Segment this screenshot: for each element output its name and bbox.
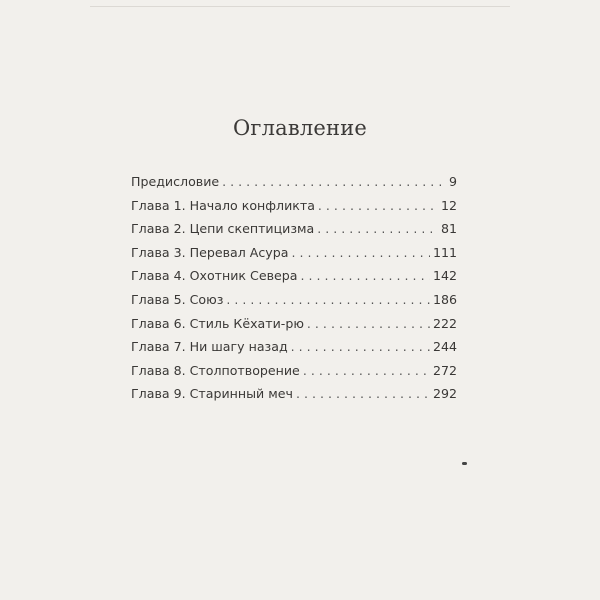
toc-entry (131, 221, 457, 245)
toc-entry (131, 268, 457, 292)
toc-entry-page: 222 (432, 315, 457, 331)
ink-speck (462, 462, 467, 465)
leader-dots (318, 198, 438, 213)
toc-entry (131, 363, 457, 387)
toc-entry-page: 272 (432, 362, 457, 378)
toc-entry (131, 386, 457, 410)
page-title: Оглавление (232, 116, 368, 140)
leader-dots (300, 268, 429, 283)
toc-entry (131, 174, 457, 198)
leader-dots (222, 174, 446, 189)
toc-entry-label: Глава 2. Цепи скептицизма (131, 221, 315, 237)
toc-entry-label: Глава 4. Охотник Севера (131, 268, 298, 284)
leader-dots (303, 363, 430, 378)
toc-entry-label: Глава 1. Начало конфликта (131, 197, 315, 213)
toc-entry-label: Предисловие (131, 174, 220, 189)
toc-entry-label: Глава 5. Союз (131, 291, 224, 307)
toc-entry-label: Глава 7. Ни шагу назад (131, 339, 288, 355)
toc-entry (131, 316, 457, 340)
toc-entry-label: Глава 9. Старинный меч (131, 386, 293, 402)
toc-entry-page: 111 (432, 244, 457, 260)
toc-entry-page: 292 (432, 386, 457, 402)
leader-dots (307, 316, 430, 331)
leader-dots (291, 339, 430, 354)
leader-dots (296, 386, 430, 401)
toc-entry (131, 245, 457, 269)
toc-entry-label: Глава 3. Перевал Асура (131, 244, 289, 260)
toc-entry-page: 244 (432, 339, 457, 355)
toc-entry-page: 9 (448, 174, 457, 189)
toc-entry-page: 186 (432, 291, 457, 307)
toc-entry-page: 81 (440, 221, 457, 237)
toc-entry-page: 12 (440, 197, 457, 213)
table-of-contents (131, 174, 457, 410)
toc-entry-label: Глава 8. Столпотворение (131, 362, 300, 378)
toc-entry-page: 142 (432, 268, 457, 284)
leader-dots (317, 221, 438, 236)
toc-entry (131, 198, 457, 222)
toc-entry (131, 339, 457, 363)
leader-dots (226, 292, 430, 307)
leader-dots (291, 245, 429, 260)
toc-entry-label: Глава 6. Стиль Кёхати-рю (131, 315, 304, 331)
page-top-edge (90, 0, 510, 7)
toc-entry (131, 292, 457, 316)
